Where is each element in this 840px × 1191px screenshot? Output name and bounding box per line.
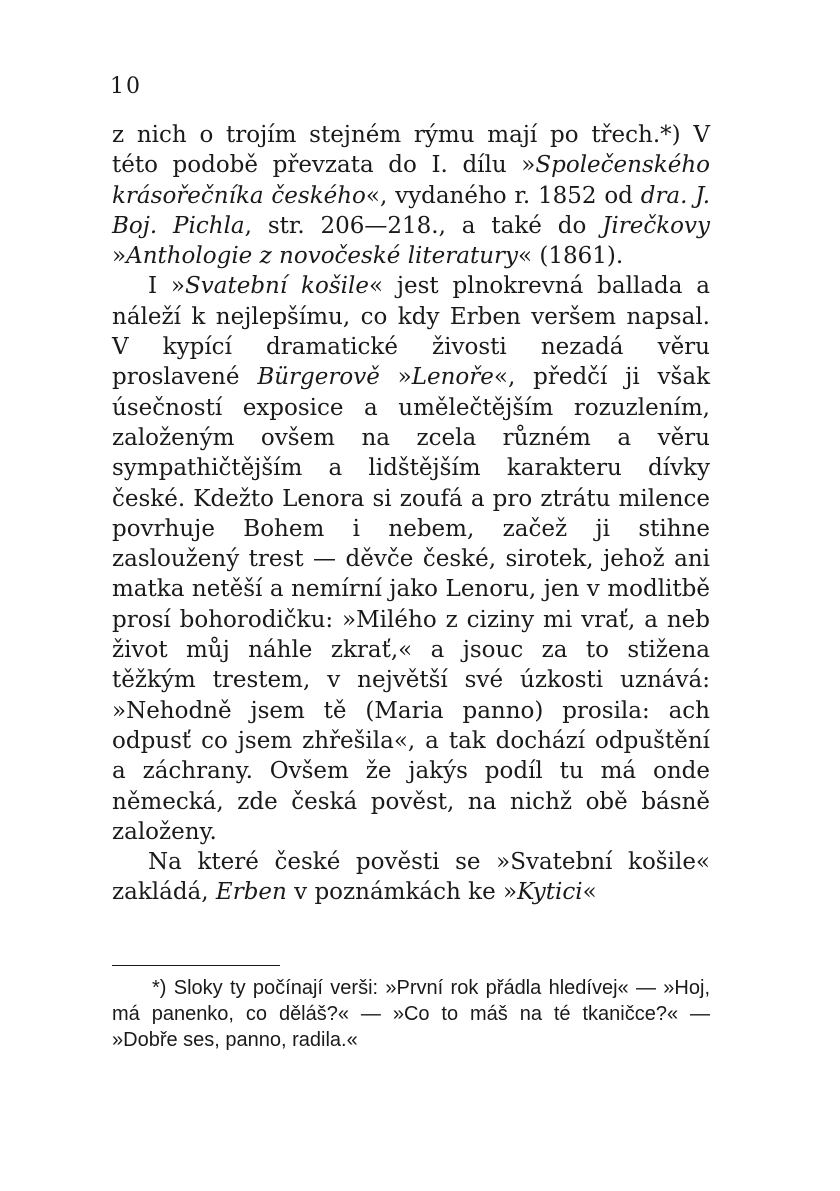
text-run: , str. 206—218., a také do <box>244 212 603 239</box>
italic-run: Společenského krásořečníka českého <box>112 152 710 209</box>
text-run: Na které české pověsti se »Svatební košile« zakládá, <box>112 849 710 906</box>
text-run: « jest plnokrevná ballada a náleží k nejlepšímu, co kdy Erben veršem napsal. V kypící dramatické živosti nezadá věru proslavené <box>112 273 710 391</box>
footnote-divider <box>112 965 280 966</box>
text-run: « <box>582 879 597 906</box>
footnote <box>112 975 710 1053</box>
italic-run: Anthologie z novočeské literatury <box>126 243 519 270</box>
text-run: «, vydaného r. 1852 od <box>365 182 641 209</box>
text-run: « (1861). <box>518 243 624 270</box>
italic-run: Bürgerově <box>257 364 380 391</box>
italic-run: Jirečkovy <box>602 212 710 239</box>
text-run: » <box>379 364 412 391</box>
body-text <box>112 120 710 908</box>
italic-run: Lenoře <box>411 364 494 391</box>
italic-run: Erben <box>215 879 287 906</box>
footnote-text: *) Sloky ty počínají verši: »První rok přádla hledívej« — »Hoj, má panenko, co děláš?« — »Co to máš na té tkaničce?« — »Dobře ses, panno, radila.« <box>112 977 710 1051</box>
italic-run: Svatební košile <box>185 273 369 300</box>
page-number: 10 <box>110 74 142 99</box>
text-run: «, předčí ji však úsečností exposice a umělečtějším rozuzlením, založeným ovšem na zcela různém a věru sympathičtějším a lidštějším karakteru dívky české. Kdežto Lenora si zoufá a pro ztrátu milence povrhuje Bohem i nebem, začež ji stihne zasloužený trest — děvče české, sirotek, jehož ani matka netěší a nemírní jako Lenoru, jen v modlitbě prosí bohorodičku: »Milého z ciziny mi vrať, a neb život můj náhle zkrať,« a jsouc za to stižena těžkým trestem, v největší své úzkosti uznává: »Nehodně jsem tě (Maria panno) prosila: ach odpusť co jsem zhřešila«, a tak dochází odpuštění a záchrany. Ovšem že jakýs podíl tu má onde německá, zde česká pověst, na nichž obě básně založeny. <box>112 364 711 845</box>
text-run: » <box>112 243 127 270</box>
paragraph <box>112 847 710 908</box>
paragraph <box>112 271 710 847</box>
text-run: z nich o trojím stejném rýmu mají po třech.*) V této podobě převzata do I. dílu » <box>112 122 710 179</box>
text-run: I » <box>148 273 185 300</box>
paragraph <box>112 120 710 271</box>
italic-run: Kytici <box>517 879 583 906</box>
text-run: v poznámkách ke » <box>286 879 518 906</box>
italic-run: dra. J. Boj. Pichla <box>112 182 711 239</box>
